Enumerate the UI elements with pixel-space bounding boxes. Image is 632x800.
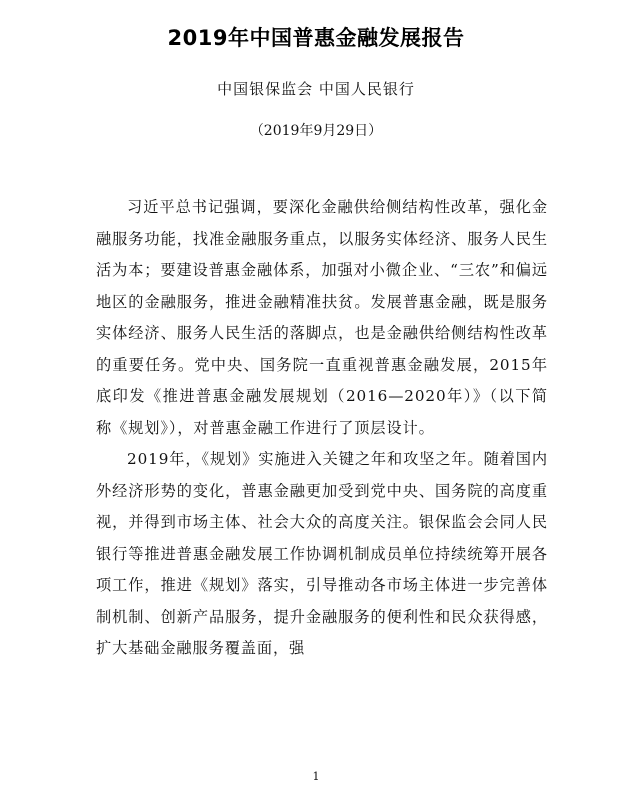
document-title: 2019年中国普惠金融发展报告 <box>167 26 465 50</box>
paragraph-1: 习近平总书记强调，要深化金融供给侧结构性改革，强化金融服务功能，找准金融服务重点，以服务实体经济、服务人民生活为本；要建设普惠金融体系，加强对小微企业、“三农”和偏远地区的金融服务，推进金融精准扶贫。发展普惠金融，既是服务实体经济、服务人民生活的落脚点，也是金融供给侧结构性改革的重要任务。党中央、国务院一直重视普惠金融发展，2015年底印发《推进普惠金融发展规划（2016—2020年）》（以下简称《规划》），对普惠金融工作进行了顶层设计。 <box>96 198 548 437</box>
body-text <box>96 192 548 665</box>
page-number: 1 <box>312 770 320 783</box>
issuing-authorities: 中国银保监会 中国人民银行 <box>217 80 415 98</box>
paragraph-2: 2019年，《规划》实施进入关键之年和攻坚之年。随着国内外经济形势的变化，普惠金融更加受到党中央、国务院的高度重视，并得到市场主体、社会大众的高度关注。银保监会会同人民银行等推进普惠金融发展工作协调机制成员单位持续统筹开展各项工作，推进《规划》落实，引导推动各市场主体进一步完善体制机制、创新产品服务，提升金融服务的便利性和民众获得感，扩大基础金融服务覆盖面，强 <box>96 450 548 657</box>
issue-date: （2019年9月29日） <box>249 123 383 139</box>
